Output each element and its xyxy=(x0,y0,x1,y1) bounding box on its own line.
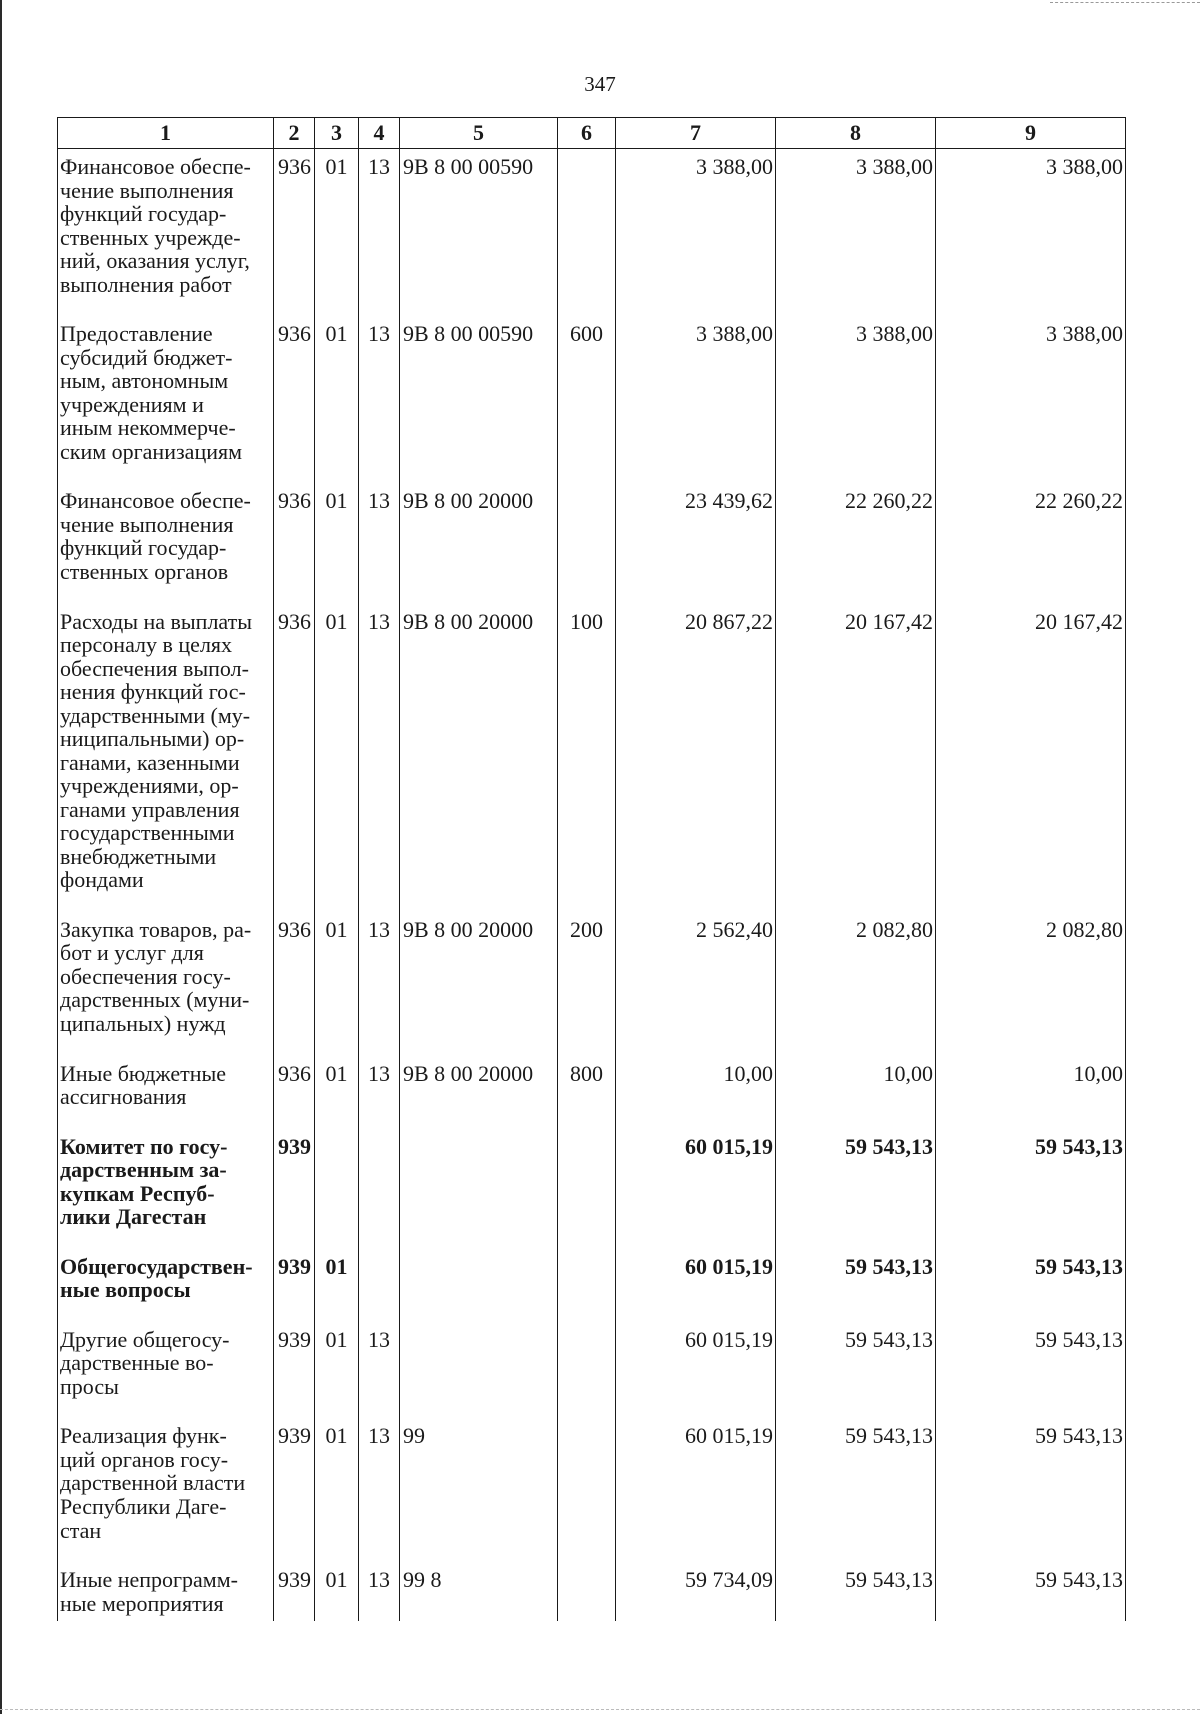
column-header-4: 4 xyxy=(359,118,400,149)
row-target-item-code: 9В 8 00 00590 xyxy=(400,316,558,483)
row-expense-type-code xyxy=(558,1322,616,1419)
row-amount-col7: 3 388,00 xyxy=(616,316,776,483)
row-amount-col9: 10,00 xyxy=(936,1056,1126,1129)
table-row xyxy=(58,604,1126,912)
row-name: Иные непрограмм- ные мероприятия xyxy=(58,1562,274,1621)
row-amount-col8: 59 543,13 xyxy=(776,1322,936,1419)
scan-left-edge xyxy=(0,0,2,1714)
row-section-code: 01 xyxy=(315,1249,359,1322)
row-expense-type-code xyxy=(558,1129,616,1249)
row-amount-col9: 59 543,13 xyxy=(936,1562,1126,1621)
row-name: Закупка товаров, ра- бот и услуг для обеспечения госу- дарственных (муни- ципальных) нужд xyxy=(58,912,274,1056)
row-expense-type-code xyxy=(558,1562,616,1621)
row-subsection-code: 13 xyxy=(359,1322,400,1419)
row-section-code: 01 xyxy=(315,1056,359,1129)
row-section-code: 01 xyxy=(315,483,359,603)
row-section-code xyxy=(315,1129,359,1249)
row-amount-col7: 23 439,62 xyxy=(616,483,776,603)
table-row xyxy=(58,1249,1126,1322)
row-ved-code: 939 xyxy=(274,1418,315,1562)
row-amount-col9: 20 167,42 xyxy=(936,604,1126,912)
row-amount-col8: 3 388,00 xyxy=(776,316,936,483)
row-section-code: 01 xyxy=(315,912,359,1056)
row-name: Финансовое обеспе- чение выполнения функций государ- ственных органов xyxy=(58,483,274,603)
row-ved-code: 936 xyxy=(274,483,315,603)
row-section-code: 01 xyxy=(315,1418,359,1562)
row-name: Предоставление субсидий бюджет- ным, автономным учреждениям и иным некоммерче- ским организациям xyxy=(58,316,274,483)
scan-top-mark xyxy=(1050,2,1200,3)
table-row xyxy=(58,1056,1126,1129)
row-name: Расходы на выплаты персоналу в целях обеспечения выпол- нения функций гос- ударственными (му- ниципальными) ор- ганами, казенными учреждениями, ор- ганами управления государственными внебюджетными фондами xyxy=(58,604,274,912)
row-expense-type-code: 100 xyxy=(558,604,616,912)
row-amount-col8: 59 543,13 xyxy=(776,1418,936,1562)
row-target-item-code: 9В 8 00 20000 xyxy=(400,1056,558,1129)
column-header-5: 5 xyxy=(400,118,558,149)
row-amount-col8: 59 543,13 xyxy=(776,1249,936,1322)
row-ved-code: 936 xyxy=(274,604,315,912)
row-subsection-code xyxy=(359,1129,400,1249)
row-amount-col9: 59 543,13 xyxy=(936,1249,1126,1322)
row-subsection-code: 13 xyxy=(359,1562,400,1621)
row-target-item-code: 9В 8 00 00590 xyxy=(400,149,558,317)
row-name: Другие общегосу- дарственные во- просы xyxy=(58,1322,274,1419)
table-row xyxy=(58,316,1126,483)
row-amount-col9: 2 082,80 xyxy=(936,912,1126,1056)
row-amount-col8: 2 082,80 xyxy=(776,912,936,1056)
row-subsection-code xyxy=(359,1249,400,1322)
row-amount-col7: 60 015,19 xyxy=(616,1249,776,1322)
column-header-8: 8 xyxy=(776,118,936,149)
row-subsection-code: 13 xyxy=(359,1418,400,1562)
page-number: 347 xyxy=(584,72,616,96)
table-row xyxy=(58,1129,1126,1249)
row-target-item-code xyxy=(400,1129,558,1249)
row-amount-col9: 59 543,13 xyxy=(936,1129,1126,1249)
row-target-item-code: 99 8 xyxy=(400,1562,558,1621)
row-ved-code: 939 xyxy=(274,1249,315,1322)
table-row xyxy=(58,483,1126,603)
row-name: Иные бюджетные ассигнования xyxy=(58,1056,274,1129)
column-header-9: 9 xyxy=(936,118,1126,149)
row-expense-type-code xyxy=(558,149,616,317)
table-row xyxy=(58,149,1126,317)
row-subsection-code: 13 xyxy=(359,483,400,603)
row-subsection-code: 13 xyxy=(359,316,400,483)
row-target-item-code: 9В 8 00 20000 xyxy=(400,604,558,912)
row-target-item-code xyxy=(400,1322,558,1419)
row-subsection-code: 13 xyxy=(359,912,400,1056)
row-amount-col8: 22 260,22 xyxy=(776,483,936,603)
row-name: Общегосударствен- ные вопросы xyxy=(58,1249,274,1322)
row-amount-col9: 59 543,13 xyxy=(936,1418,1126,1562)
row-amount-col9: 3 388,00 xyxy=(936,149,1126,317)
row-ved-code: 939 xyxy=(274,1129,315,1249)
row-amount-col7: 10,00 xyxy=(616,1056,776,1129)
row-target-item-code: 99 xyxy=(400,1418,558,1562)
row-subsection-code: 13 xyxy=(359,149,400,317)
row-section-code: 01 xyxy=(315,1562,359,1621)
row-amount-col9: 59 543,13 xyxy=(936,1322,1126,1419)
column-header-6: 6 xyxy=(558,118,616,149)
table-row xyxy=(58,1418,1126,1562)
column-header-7: 7 xyxy=(616,118,776,149)
row-amount-col7: 60 015,19 xyxy=(616,1322,776,1419)
row-name: Реализация функ- ций органов госу- дарственной власти Республики Даге- стан xyxy=(58,1418,274,1562)
row-amount-col9: 22 260,22 xyxy=(936,483,1126,603)
row-amount-col8: 20 167,42 xyxy=(776,604,936,912)
budget-table xyxy=(57,117,1126,1621)
row-section-code: 01 xyxy=(315,604,359,912)
table-row xyxy=(58,1322,1126,1419)
row-expense-type-code: 600 xyxy=(558,316,616,483)
row-ved-code: 936 xyxy=(274,149,315,317)
row-ved-code: 936 xyxy=(274,316,315,483)
row-amount-col8: 59 543,13 xyxy=(776,1562,936,1621)
row-subsection-code: 13 xyxy=(359,1056,400,1129)
row-amount-col8: 59 543,13 xyxy=(776,1129,936,1249)
row-expense-type-code xyxy=(558,1418,616,1562)
row-amount-col8: 10,00 xyxy=(776,1056,936,1129)
row-amount-col7: 2 562,40 xyxy=(616,912,776,1056)
row-amount-col7: 20 867,22 xyxy=(616,604,776,912)
row-name: Комитет по госу- дарственным за- купкам Респуб- лики Дагестан xyxy=(58,1129,274,1249)
row-ved-code: 936 xyxy=(274,1056,315,1129)
scan-bottom-mark xyxy=(0,1709,1200,1710)
row-amount-col7: 59 734,09 xyxy=(616,1562,776,1621)
column-header-2: 2 xyxy=(274,118,315,149)
row-amount-col9: 3 388,00 xyxy=(936,316,1126,483)
row-ved-code: 939 xyxy=(274,1562,315,1621)
row-section-code: 01 xyxy=(315,316,359,483)
row-expense-type-code xyxy=(558,1249,616,1322)
column-header-3: 3 xyxy=(315,118,359,149)
row-target-item-code: 9В 8 00 20000 xyxy=(400,483,558,603)
row-name: Финансовое обеспе- чение выполнения функций государ- ственных учрежде- ний, оказания услуг, выполнения работ xyxy=(58,149,274,317)
row-subsection-code: 13 xyxy=(359,604,400,912)
row-amount-col8: 3 388,00 xyxy=(776,149,936,317)
column-header-1: 1 xyxy=(58,118,274,149)
row-ved-code: 936 xyxy=(274,912,315,1056)
table-row xyxy=(58,912,1126,1056)
row-expense-type-code xyxy=(558,483,616,603)
table-row xyxy=(58,1562,1126,1621)
row-amount-col7: 60 015,19 xyxy=(616,1418,776,1562)
row-ved-code: 939 xyxy=(274,1322,315,1419)
row-section-code: 01 xyxy=(315,1322,359,1419)
row-target-item-code: 9В 8 00 20000 xyxy=(400,912,558,1056)
row-amount-col7: 60 015,19 xyxy=(616,1129,776,1249)
row-expense-type-code: 800 xyxy=(558,1056,616,1129)
row-expense-type-code: 200 xyxy=(558,912,616,1056)
row-amount-col7: 3 388,00 xyxy=(616,149,776,317)
table-body xyxy=(58,149,1126,1622)
row-target-item-code xyxy=(400,1249,558,1322)
row-section-code: 01 xyxy=(315,149,359,317)
table-header-row xyxy=(58,118,1126,149)
